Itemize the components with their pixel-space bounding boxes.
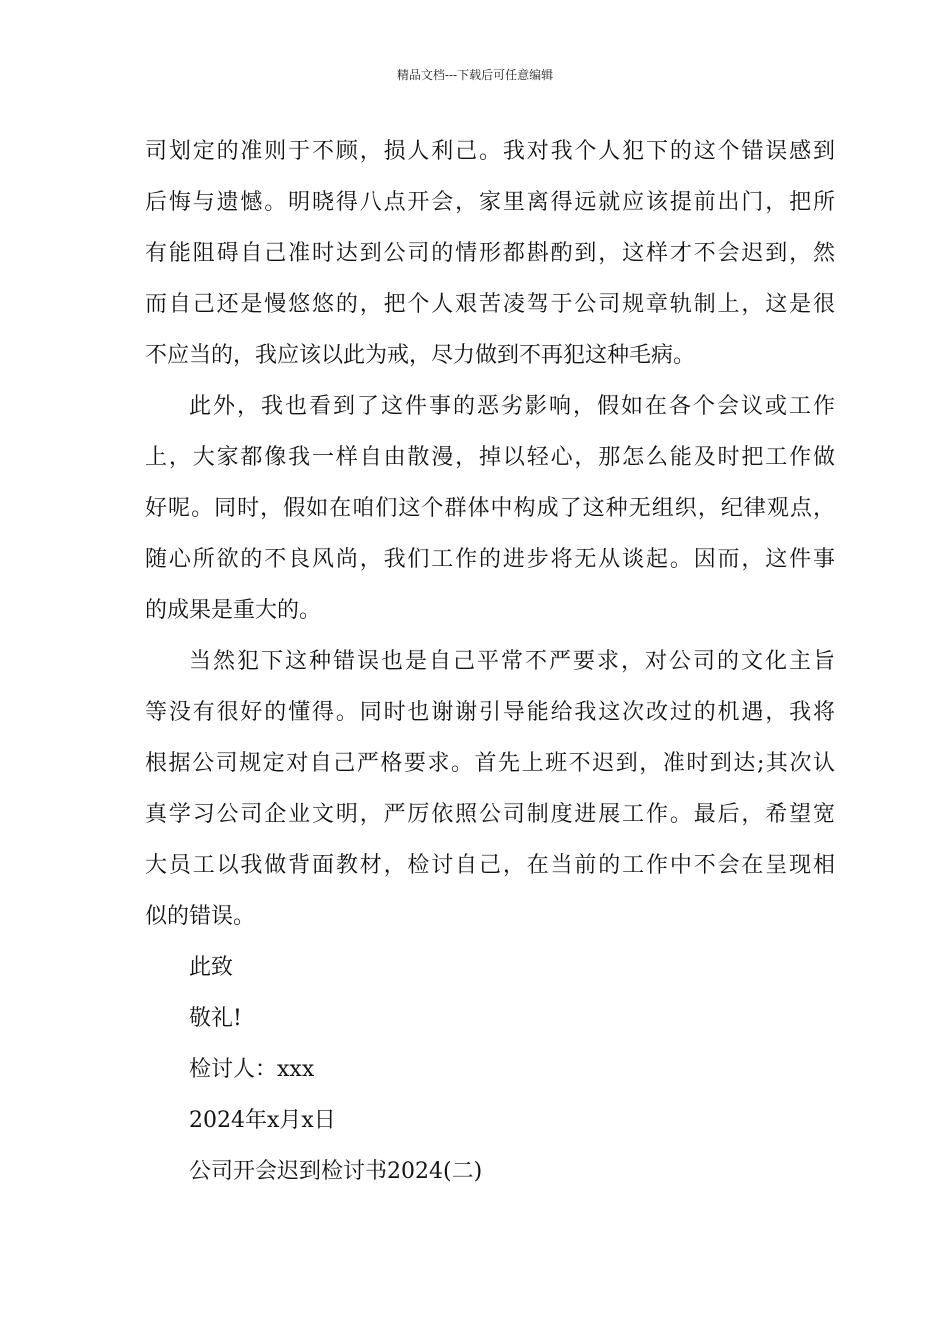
page-header: 精品文档---下载后可任意编辑 <box>396 68 554 82</box>
text-line: 司划定的准则于不顾，损人利己。我对我个人犯下的这个错误感到 <box>145 139 835 164</box>
text-line: 上，大家都像我一样自由散漫，掉以轻心，那怎么能及时把工作做 <box>145 445 835 470</box>
text-line: 有能阻碍自己准时达到公司的情形都斟酌到，这样才不会迟到，然 <box>145 241 835 266</box>
document-body <box>145 131 835 1202</box>
text-line: 等没有很好的懂得。同时也谢谢引导能给我这次改过的机遇，我将 <box>145 700 835 725</box>
text-line: 大员工以我做背面教材，检讨自己，在当前的工作中不会在呈现相 <box>145 853 835 878</box>
text-line: 的成果是重大的。 <box>145 598 322 623</box>
salutation-line: 敬礼! <box>189 1006 242 1031</box>
text-line: 似的错误。 <box>145 904 256 929</box>
text-line: 后悔与遗憾。明晓得八点开会，家里离得远就应该提前出门，把所 <box>145 190 835 215</box>
signature-line: 检讨人：xxx <box>189 1057 315 1082</box>
text-line: 根据公司规定对自己严格要求。首先上班不迟到，准时到达;其次认 <box>145 751 835 776</box>
date-line: 2024年x月x日 <box>189 1108 336 1133</box>
text-line: 此外，我也看到了这件事的恶劣影响，假如在各个会议或工作 <box>189 394 835 419</box>
text-line: 不应当的，我应该以此为戒，尽力做到不再犯这种毛病。 <box>145 343 696 368</box>
text-line: 好呢。同时，假如在咱们这个群体中构成了这种无组织，纪律观点， <box>145 496 835 521</box>
text-line: 当然犯下这种错误也是自己平常不严要求，对公司的文化主旨 <box>189 649 835 674</box>
section-title: 公司开会迟到检讨书2024(二) <box>189 1159 483 1184</box>
text-line: 而自己还是慢悠悠的，把个人艰苦凌驾于公司规章轨制上，这是很 <box>145 292 835 317</box>
text-line: 真学习公司企业文明，严厉依照公司制度进展工作。最后，希望宽 <box>145 802 835 827</box>
closing-line: 此致 <box>189 955 234 980</box>
text-line: 随心所欲的不良风尚，我们工作的进步将无从谈起。因而，这件事 <box>145 547 835 572</box>
